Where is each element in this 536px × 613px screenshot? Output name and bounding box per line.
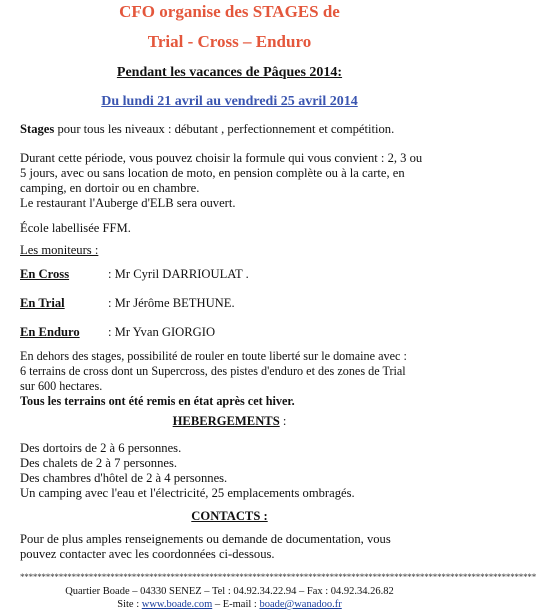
contacts-heading: CONTACTS : (191, 509, 268, 523)
contacts-line-2: pouvez contacter avec les coordonnées ci-dessous. (20, 547, 275, 561)
hebergement-item: Des dortoirs de 2 à 6 personnes. (20, 441, 182, 455)
hebergement-item: Des chalets de 2 à 7 personnes. (20, 456, 178, 470)
stages-paragraph (20, 122, 440, 137)
period-heading: Pendant les vacances de Pâques 2014: (116, 65, 343, 80)
moniteur-name: : Mr Cyril DARRIOULAT . (108, 267, 249, 281)
email-link[interactable]: boade@wanadoo.fr (259, 599, 342, 610)
moniteur-discipline: En Cross (20, 267, 70, 281)
hebergement-item: Des chambres d'hôtel de 2 à 4 personnes. (20, 471, 228, 485)
contacts-line-1: Pour de plus amples renseignements ou demande de documentation, vous (20, 532, 391, 546)
moniteur-row-trial (20, 296, 440, 311)
moniteur-row-cross (20, 267, 440, 282)
moniteur-name: : Mr Jérôme BETHUNE. (108, 296, 235, 310)
site-label: Site : (117, 599, 142, 610)
domaine-line-2: 6 terrains de cross dont un Supercross, des pistes d'enduro et des zones de Trial (20, 364, 406, 378)
stages-rest: pour tous les niveaux : débutant , perfectionnement et compétition. (54, 122, 395, 136)
domaine-line-3: sur 600 hectares. (20, 379, 103, 393)
stars-divider: ************************************************************************************************************************ (20, 572, 536, 582)
site-link[interactable]: www.boade.com (141, 599, 213, 610)
formules-line-4: Le restaurant l'Auberge d'ELB sera ouvert. (20, 196, 236, 210)
moniteur-row-enduro (20, 325, 440, 340)
moniteur-discipline: En Enduro (20, 325, 80, 339)
hebergement-item: Un camping avec l'eau et l'électricité, 25 emplacements ombragés. (20, 486, 355, 500)
moniteur-discipline: En Trial (20, 296, 65, 310)
footer-web-row (0, 598, 459, 611)
formules-line-2: 5 jours, avec ou sans location de moto, en pension complète ou à la carte, en (20, 166, 405, 180)
title-line-2: Trial - Cross – Enduro (147, 32, 312, 51)
dates-heading: Du lundi 21 avril au vendredi 25 avril 2014 (101, 94, 358, 109)
hebergements-heading: HEBERGEMENTS (172, 414, 280, 428)
stages-lead: Stages (20, 122, 55, 136)
contacts-paragraph (20, 532, 440, 562)
formules-line-3: camping, en dortoir ou en chambre. (20, 181, 200, 195)
title-line-1: CFO organise des STAGES de (119, 2, 340, 21)
domaine-line-1: En dehors des stages, possibilité de rouler en toute liberté sur le domaine avec : (20, 349, 407, 363)
moniteur-name: : Mr Yvan GIORGIO (108, 325, 216, 339)
email-label: – E-mail : (212, 599, 260, 610)
hebergements-heading-row (0, 414, 459, 429)
formules-paragraph (20, 151, 440, 211)
formules-line-1: Durant cette période, vous pouvez choisir la formule qui vous convient : 2, 3 ou (20, 151, 423, 165)
hebergements-list (20, 441, 440, 501)
domaine-line-4: Tous les terrains ont été remis en état après cet hiver. (20, 394, 295, 408)
ecole-text: École labellisée FFM. (20, 221, 131, 235)
moniteurs-heading: Les moniteurs : (20, 243, 99, 257)
footer-address: Quartier Boade – 04330 SENEZ – Tel : 04.92.34.22.94 – Fax : 04.92.34.26.82 (65, 586, 394, 597)
domaine-paragraph (20, 349, 440, 409)
hebergements-suffix: : (279, 414, 287, 428)
